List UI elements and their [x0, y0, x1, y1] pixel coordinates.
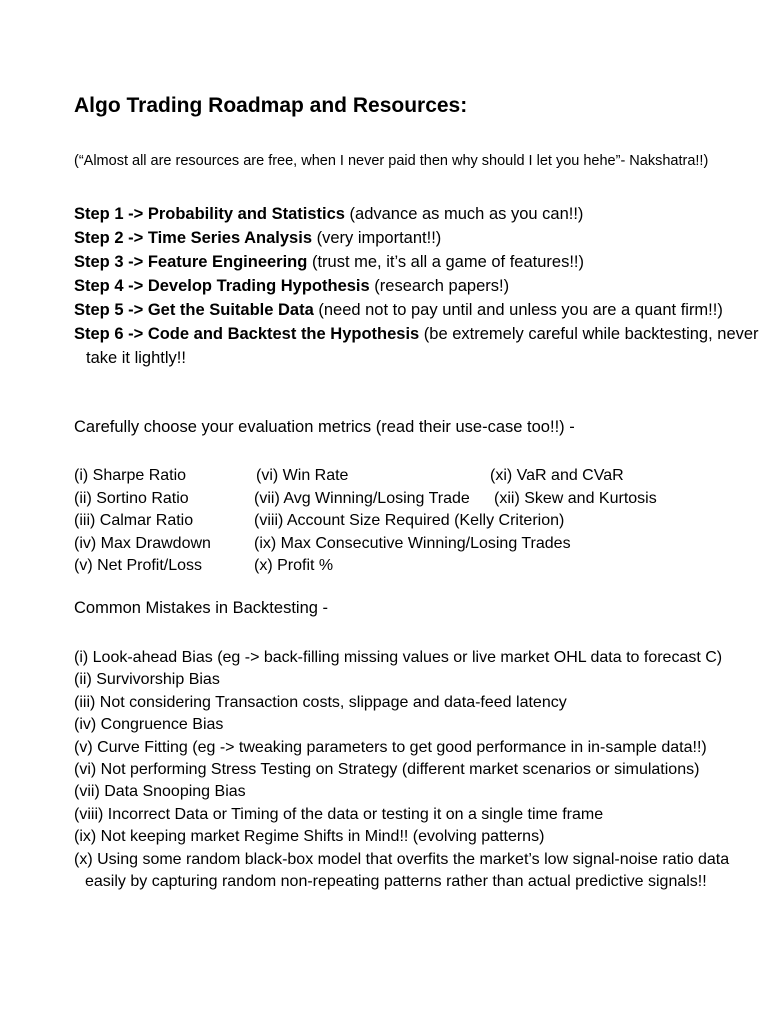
step-label: Step 2 -> Time Series Analysis	[74, 229, 312, 247]
metric-item: (vii) Avg Winning/Losing Trade	[254, 489, 470, 507]
roadmap-step	[74, 298, 760, 322]
mistakes-heading: Common Mistakes in Backtesting -	[74, 599, 329, 617]
metric-item: (viii) Account Size Required (Kelly Criterion)	[254, 512, 565, 529]
metric-item: (xi) VaR and CVaR	[490, 467, 624, 484]
step-label: Step 4 -> Develop Trading Hypothesis	[74, 277, 370, 295]
step-note: (very important!!)	[312, 229, 442, 247]
metric-item: (iii) Calmar Ratio	[74, 512, 194, 529]
metric-item: (iv) Max Drawdown	[74, 534, 211, 552]
metric-item: (vi) Win Rate	[256, 467, 349, 484]
mistakes-list	[74, 647, 760, 893]
metrics-list	[74, 465, 760, 580]
mistake-item: (i) Look-ahead Bias (eg -> back-filling missing values or live market OHL data to forecast C)	[74, 649, 723, 666]
mistake-item: (vi) Not performing Stress Testing on Strategy (different market scenarios or simulations)	[74, 761, 700, 779]
author-quote: (“Almost all are resources are free, when I never paid then why should I let you hehe”- Nakshatra!!)	[74, 153, 709, 169]
roadmap-step	[74, 250, 760, 274]
step-label: Step 5 -> Get the Suitable Data	[74, 301, 314, 319]
metric-item: (x) Profit %	[254, 557, 334, 574]
roadmap-step	[74, 202, 760, 226]
roadmap-steps	[74, 202, 760, 370]
metric-item: (ii) Sortino Ratio	[74, 489, 189, 507]
metric-item: (v) Net Profit/Loss	[74, 557, 203, 574]
step-note: (research papers!)	[369, 277, 510, 295]
mistake-item: (iii) Not considering Transaction costs, slippage and data-feed latency	[74, 693, 567, 711]
document-title: Algo Trading Roadmap and Resources:	[74, 94, 468, 117]
roadmap-step	[74, 274, 760, 298]
metric-item: (ix) Max Consecutive Winning/Losing Trades	[254, 534, 571, 552]
mistake-item: (ix) Not keeping market Regime Shifts in Mind!! (evolving patterns)	[74, 828, 545, 846]
step-label: Step 3 -> Feature Engineering	[74, 253, 308, 271]
step-label: Step 6 -> Code and Backtest the Hypothesis	[74, 325, 420, 343]
metric-item: (xii) Skew and Kurtosis	[494, 489, 657, 507]
roadmap-step	[74, 226, 760, 250]
mistake-item: (x) Using some random black-box model that overfits the market’s low signal-noise ratio data easily by capturing random non-repeating patterns rather than actual predictive signals!!	[74, 850, 730, 891]
step-note: (need not to pay until and unless you are a quant firm!!)	[313, 301, 723, 319]
step-note: (trust me, it’s all a game of features!!)	[307, 253, 584, 271]
metrics-heading: Carefully choose your evaluation metrics (read their use-case too!!) -	[74, 418, 575, 436]
metric-item: (i) Sharpe Ratio	[74, 467, 187, 484]
step-note: (advance as much as you can!!)	[344, 205, 584, 223]
step-note: (be extremely careful while backtesting, never take it lightly!!	[86, 325, 759, 367]
mistake-item: (vii) Data Snooping Bias	[74, 783, 246, 801]
mistake-item: (iv) Congruence Bias	[74, 716, 224, 734]
mistake-item: (viii) Incorrect Data or Timing of the data or testing it on a single time frame	[74, 805, 604, 823]
roadmap-step	[74, 322, 760, 370]
mistake-item: (ii) Survivorship Bias	[74, 671, 220, 689]
mistake-item: (v) Curve Fitting (eg -> tweaking parameters to get good performance in in-sample data!!)	[74, 738, 707, 756]
step-label: Step 1 -> Probability and Statistics	[74, 205, 345, 223]
